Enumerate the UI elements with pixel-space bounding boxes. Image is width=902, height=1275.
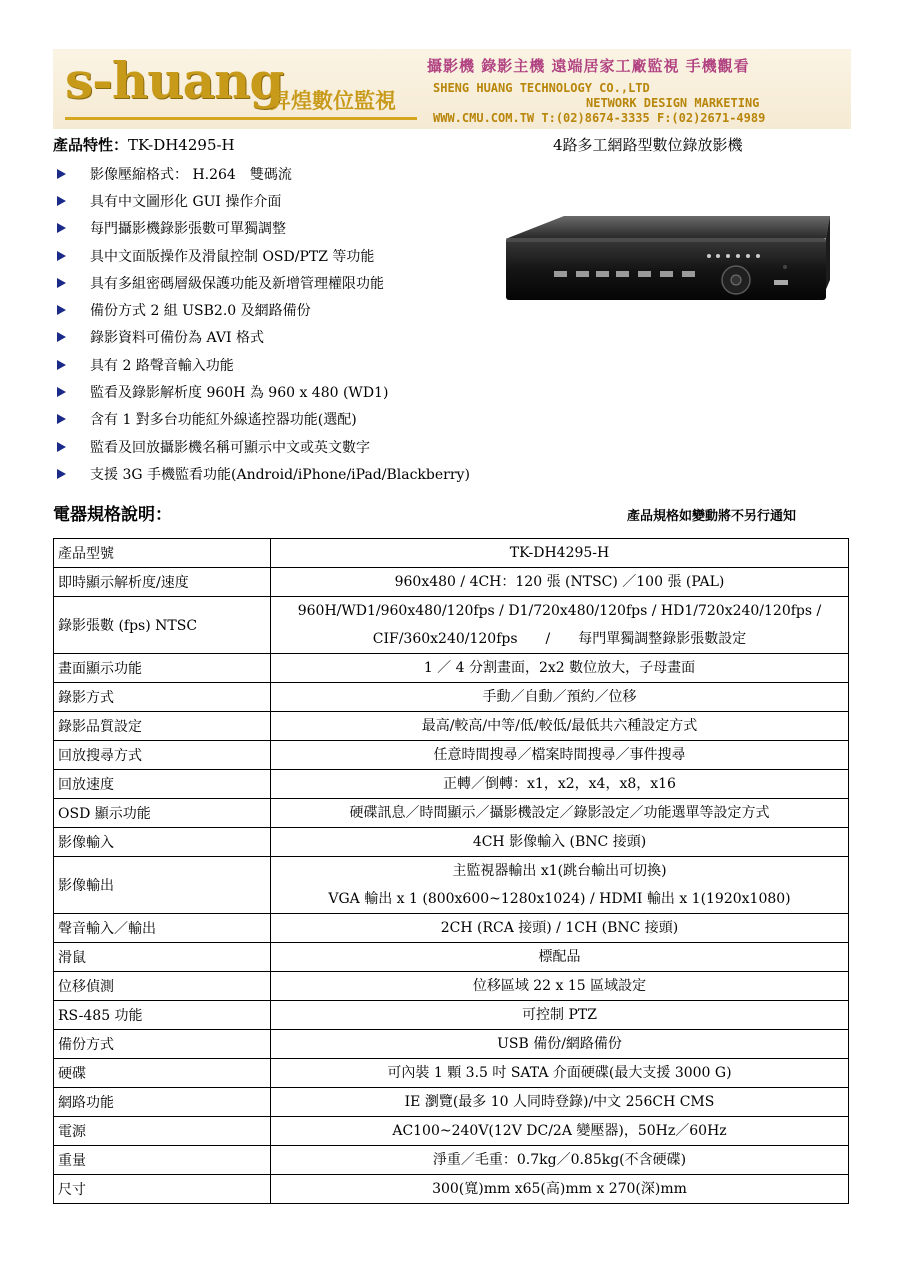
spec-row (54, 741, 849, 770)
brand-logo: s-huang (65, 51, 284, 110)
product-heading (53, 134, 235, 155)
feature-text: 具有多組密碼層級保護功能及新增管理權限功能 (90, 275, 384, 292)
spec-label: 聲音輸入／輸出 (54, 914, 271, 943)
company-marketing: NETWORK DESIGN MARKETING (586, 96, 760, 110)
spec-label: 滑鼠 (54, 943, 271, 972)
services-text: 攝影機 錄影主機 遠端居家工廠監視 手機觀看 (427, 57, 750, 75)
feature-item (53, 406, 470, 433)
spec-value (271, 1001, 849, 1030)
triangle-bullet-icon (57, 414, 66, 424)
spec-value-line: IE 瀏覽(最多 10 人同時登錄)/中文 256CH CMS (404, 1094, 715, 1110)
spec-label: 錄影張數 (fps) NTSC (54, 597, 271, 654)
spec-row (54, 1030, 849, 1059)
spec-value (271, 1059, 849, 1088)
feature-text: 具有 2 路聲音輸入功能 (90, 357, 234, 374)
triangle-bullet-icon (57, 360, 66, 370)
triangle-bullet-icon (57, 223, 66, 233)
spec-value (271, 741, 849, 770)
triangle-bullet-icon (57, 442, 66, 452)
triangle-bullet-icon (57, 332, 66, 342)
spec-value (271, 1175, 849, 1204)
product-subtitle: 4路多工網路型數位錄放影機 (553, 136, 743, 154)
spec-row (54, 1146, 849, 1175)
spec-row (54, 943, 849, 972)
spec-row (54, 568, 849, 597)
spec-table (53, 538, 849, 1204)
feature-text: 支援 3G 手機監看功能(Android/iPhone/iPad/Blackberry) (90, 466, 470, 483)
spec-value-line: 位移區域 22 x 15 區域設定 (472, 978, 647, 994)
spec-value (271, 1117, 849, 1146)
spec-value-line: 可控制 PTZ (522, 1007, 597, 1023)
spec-value (271, 1088, 849, 1117)
spec-value (271, 943, 849, 972)
spec-label: 產品型號 (54, 539, 271, 568)
brand-logo-cn: 昇煌數位監視 (270, 88, 396, 113)
spec-label: 尺寸 (54, 1175, 271, 1204)
spec-value (271, 857, 849, 914)
feature-item (53, 460, 470, 487)
spec-value-line: 手動／自動／預約／位移 (482, 689, 637, 705)
feature-text: 每門攝影機錄影張數可單獨調整 (90, 221, 286, 238)
spec-label: 影像輸入 (54, 828, 271, 857)
spec-value (271, 539, 849, 568)
spec-value (271, 1030, 849, 1059)
triangle-bullet-icon (57, 469, 66, 479)
spec-row (54, 1175, 849, 1204)
spec-label: 錄影方式 (54, 683, 271, 712)
spec-value-line: VGA 輸出 x 1 (800x600~1280x1024) / HDMI 輸出 x 1(1920x1080) (328, 891, 791, 907)
spec-value-line: 主監視器輸出 x1(跳台輸出可切換) (452, 863, 667, 879)
spec-value-line: CIF/360x240/120fps / 每門單獨調整錄影張數設定 (372, 631, 747, 647)
spec-value-line: 任意時間搜尋／檔案時間搜尋／事件搜尋 (433, 747, 686, 763)
triangle-bullet-icon (57, 251, 66, 261)
triangle-bullet-icon (57, 278, 66, 288)
spec-label: 畫面顯示功能 (54, 654, 271, 683)
spec-row (54, 683, 849, 712)
spec-row (54, 1001, 849, 1030)
spec-label: 回放搜尋方式 (54, 741, 271, 770)
spec-value (271, 1146, 849, 1175)
spec-value (271, 828, 849, 857)
spec-value (271, 712, 849, 741)
spec-heading: 電器規格說明： (53, 505, 172, 525)
spec-row (54, 654, 849, 683)
feature-text: 備份方式 2 組 USB2.0 及網路備份 (90, 303, 311, 320)
spec-label: 即時顯示解析度/速度 (54, 568, 271, 597)
feature-item (53, 160, 470, 187)
spec-label: 網路功能 (54, 1088, 271, 1117)
feature-text: 錄影資料可備份為 AVI 格式 (90, 330, 264, 347)
spec-value-line: 300(寬)mm x65(高)mm x 270(深)mm (432, 1181, 687, 1197)
spec-value-line: 960H/WD1/960x480/120fps / D1/720x480/120fps / HD1/720x240/120fps / (297, 603, 822, 619)
spec-value-line: 淨重／毛重：0.7kg／0.85kg(不含硬碟) (432, 1152, 687, 1168)
spec-label: 位移偵測 (54, 972, 271, 1001)
feature-item (53, 324, 470, 351)
spec-row (54, 799, 849, 828)
triangle-bullet-icon (57, 387, 66, 397)
feature-item (53, 296, 470, 323)
spec-label: 重量 (54, 1146, 271, 1175)
spec-value (271, 568, 849, 597)
spec-row (54, 857, 849, 914)
spec-value-line: 硬碟訊息／時間顯示／攝影機設定／錄影設定／功能選單等設定方式 (349, 805, 770, 821)
spec-row (54, 914, 849, 943)
company-contact: WWW.CMU.COM.TW T:(02)8674-3335 F:(02)2671-4989 (433, 111, 766, 125)
spec-label: OSD 顯示功能 (54, 799, 271, 828)
spec-value-line: 可內裝 1 顆 3.5 吋 SATA 介面硬碟(最大支援 3000 G) (387, 1065, 732, 1081)
spec-row (54, 597, 849, 654)
product-feature-label: 產品特性： (53, 136, 129, 154)
spec-value-line: 最高/較高/中等/低/較低/最低共六種設定方式 (421, 718, 698, 734)
spec-label: RS-485 功能 (54, 1001, 271, 1030)
spec-row (54, 828, 849, 857)
feature-item (53, 378, 470, 405)
triangle-bullet-icon (57, 169, 66, 179)
feature-text: 監看及回放攝影機名稱可顯示中文或英文數字 (90, 439, 370, 456)
spec-value (271, 770, 849, 799)
product-model: TK-DH4295-H (128, 136, 235, 154)
feature-item (53, 187, 470, 214)
spec-value-line: USB 備份/網路備份 (497, 1036, 622, 1052)
spec-value-line: 960x480 / 4CH：120 張 (NTSC) ／100 張 (PAL) (394, 574, 725, 590)
feature-item (53, 351, 470, 378)
spec-value-line: TK-DH4295-H (509, 545, 610, 561)
feature-text: 具有中文圖形化 GUI 操作介面 (90, 193, 282, 210)
spec-value-line: 4CH 影像輸入 (BNC 接頭) (472, 834, 647, 850)
feature-item (53, 269, 470, 296)
spec-row (54, 1059, 849, 1088)
spec-label: 錄影品質設定 (54, 712, 271, 741)
spec-row (54, 972, 849, 1001)
spec-notice: 產品規格如變動將不另行通知 (627, 509, 797, 524)
triangle-bullet-icon (57, 305, 66, 315)
feature-text: 影像壓縮格式： H.264 雙碼流 (90, 166, 292, 183)
header-banner (53, 49, 851, 129)
spec-row (54, 539, 849, 568)
company-name: SHENG HUANG TECHNOLOGY CO.,LTD (433, 81, 650, 95)
spec-row (54, 1088, 849, 1117)
logo-underline (65, 117, 417, 120)
triangle-bullet-icon (57, 196, 66, 206)
spec-row (54, 770, 849, 799)
spec-value (271, 914, 849, 943)
spec-row (54, 712, 849, 741)
dvr-product-image (504, 214, 832, 302)
spec-label: 影像輸出 (54, 857, 271, 914)
feature-item (53, 242, 470, 269)
spec-value (271, 799, 849, 828)
spec-value-line: 標配品 (538, 949, 581, 965)
spec-value (271, 683, 849, 712)
spec-label: 回放速度 (54, 770, 271, 799)
spec-label: 備份方式 (54, 1030, 271, 1059)
spec-value-line: 正轉／倒轉：x1，x2，x4，x8，x16 (443, 776, 676, 792)
feature-item (53, 433, 470, 460)
spec-value-line: 1 ／ 4 分割畫面，2x2 數位放大，子母畫面 (423, 660, 696, 676)
spec-label: 電源 (54, 1117, 271, 1146)
spec-label: 硬碟 (54, 1059, 271, 1088)
feature-item (53, 215, 470, 242)
spec-value (271, 597, 849, 654)
spec-value-line: 2CH (RCA 接頭) / 1CH (BNC 接頭) (440, 920, 679, 936)
spec-row (54, 1117, 849, 1146)
feature-text: 具中文面版操作及滑鼠控制 OSD/PTZ 等功能 (90, 248, 375, 265)
spec-value (271, 972, 849, 1001)
feature-list (53, 160, 470, 488)
spec-value-line: AC100~240V(12V DC/2A 變壓器)，50Hz／60Hz (392, 1123, 727, 1139)
spec-value (271, 654, 849, 683)
feature-text: 監看及錄影解析度 960H 為 960 x 480 (WD1) (90, 385, 389, 402)
feature-text: 含有 1 對多台功能紅外線遙控器功能(選配) (90, 412, 357, 429)
